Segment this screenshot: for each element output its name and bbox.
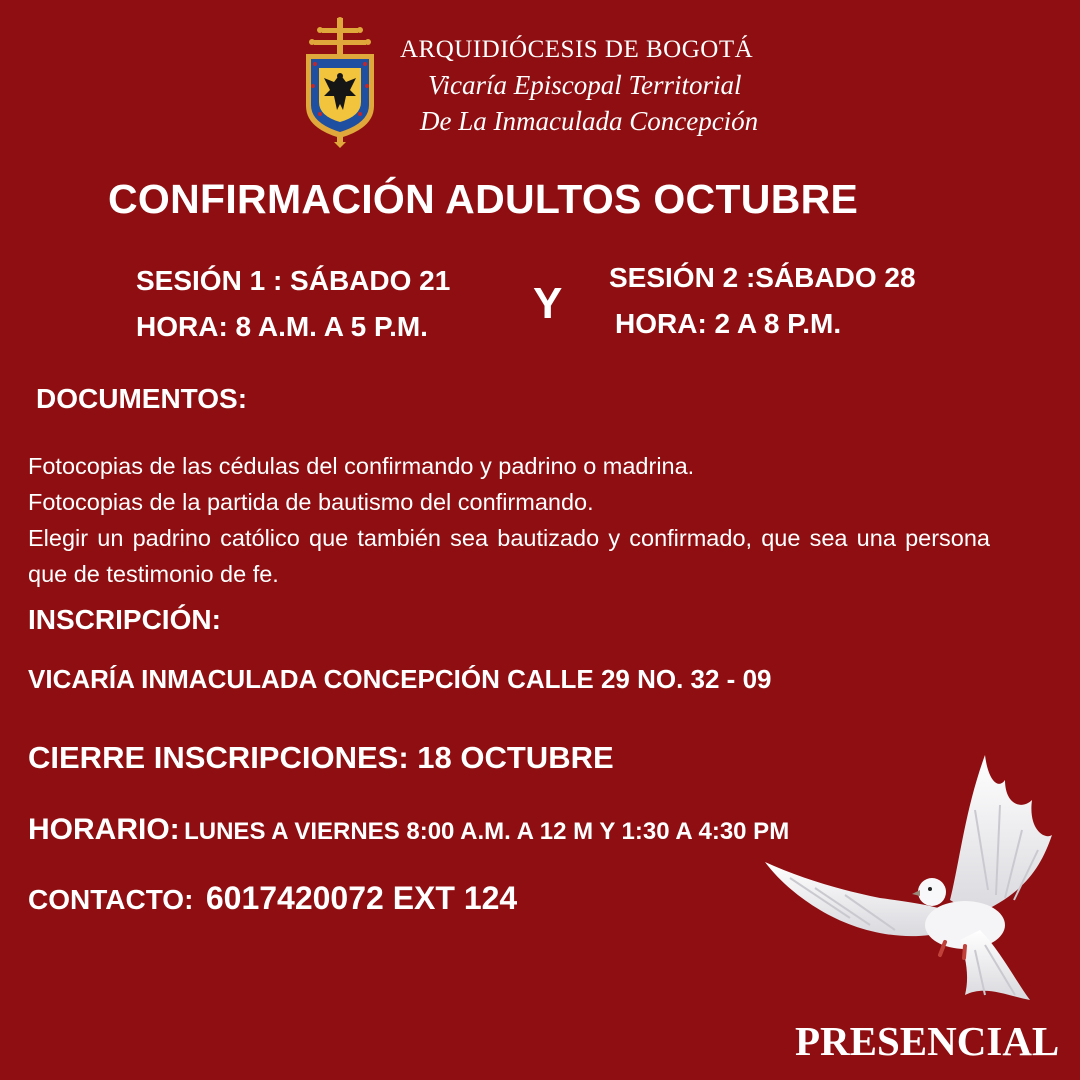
documents-list xyxy=(28,448,990,592)
session-separator: Y xyxy=(533,279,563,328)
session2-time: HORA: 2 A 8 P.M. xyxy=(615,308,842,339)
registration-closing: CIERRE INSCRIPCIONES: 18 OCTUBRE xyxy=(28,740,614,775)
archdiocese-crest-icon xyxy=(300,16,380,148)
white-dove-icon xyxy=(760,750,1060,1010)
schedule xyxy=(28,813,789,847)
document-item: Fotocopias de la partida de bautismo del confirmando. xyxy=(28,489,594,515)
documents-heading: DOCUMENTOS: xyxy=(36,383,248,414)
contact-label: CONTACTO: xyxy=(28,884,194,915)
attendance-mode: PRESENCIAL xyxy=(795,1018,1060,1064)
inscription-address: VICARÍA INMACULADA CONCEPCIÓN CALLE 29 NO. 32 - 09 xyxy=(28,664,772,694)
archdiocese-title: ARQUIDIÓCESIS DE BOGOTÁ xyxy=(400,36,754,63)
schedule-label: HORARIO: xyxy=(28,813,180,846)
schedule-value: LUNES A VIERNES 8:00 A.M. A 12 M Y 1:30 A 4:30 PM xyxy=(184,818,790,845)
contact xyxy=(28,880,517,917)
session1-time: HORA: 8 A.M. A 5 P.M. xyxy=(136,311,428,342)
vicariate-subtitle-line2: De La Inmaculada Concepción xyxy=(420,106,759,136)
document-item: Fotocopias de las cédulas del confirmando y padrino o madrina. xyxy=(28,453,695,479)
session1-day: SESIÓN 1 : SÁBADO 21 xyxy=(136,265,451,296)
page-title: CONFIRMACIÓN ADULTOS OCTUBRE xyxy=(108,176,859,222)
inscription-heading: INSCRIPCIÓN: xyxy=(28,604,221,635)
vicariate-subtitle-line1: Vicaría Episcopal Territorial xyxy=(428,70,742,100)
session2-day: SESIÓN 2 :SÁBADO 28 xyxy=(609,262,916,293)
contact-value: 6017420072 EXT 124 xyxy=(205,880,518,916)
document-item: Elegir un padrino católico que también sea bautizado y confirmado, que sea una persona que de testimonio de fe. xyxy=(28,525,990,587)
